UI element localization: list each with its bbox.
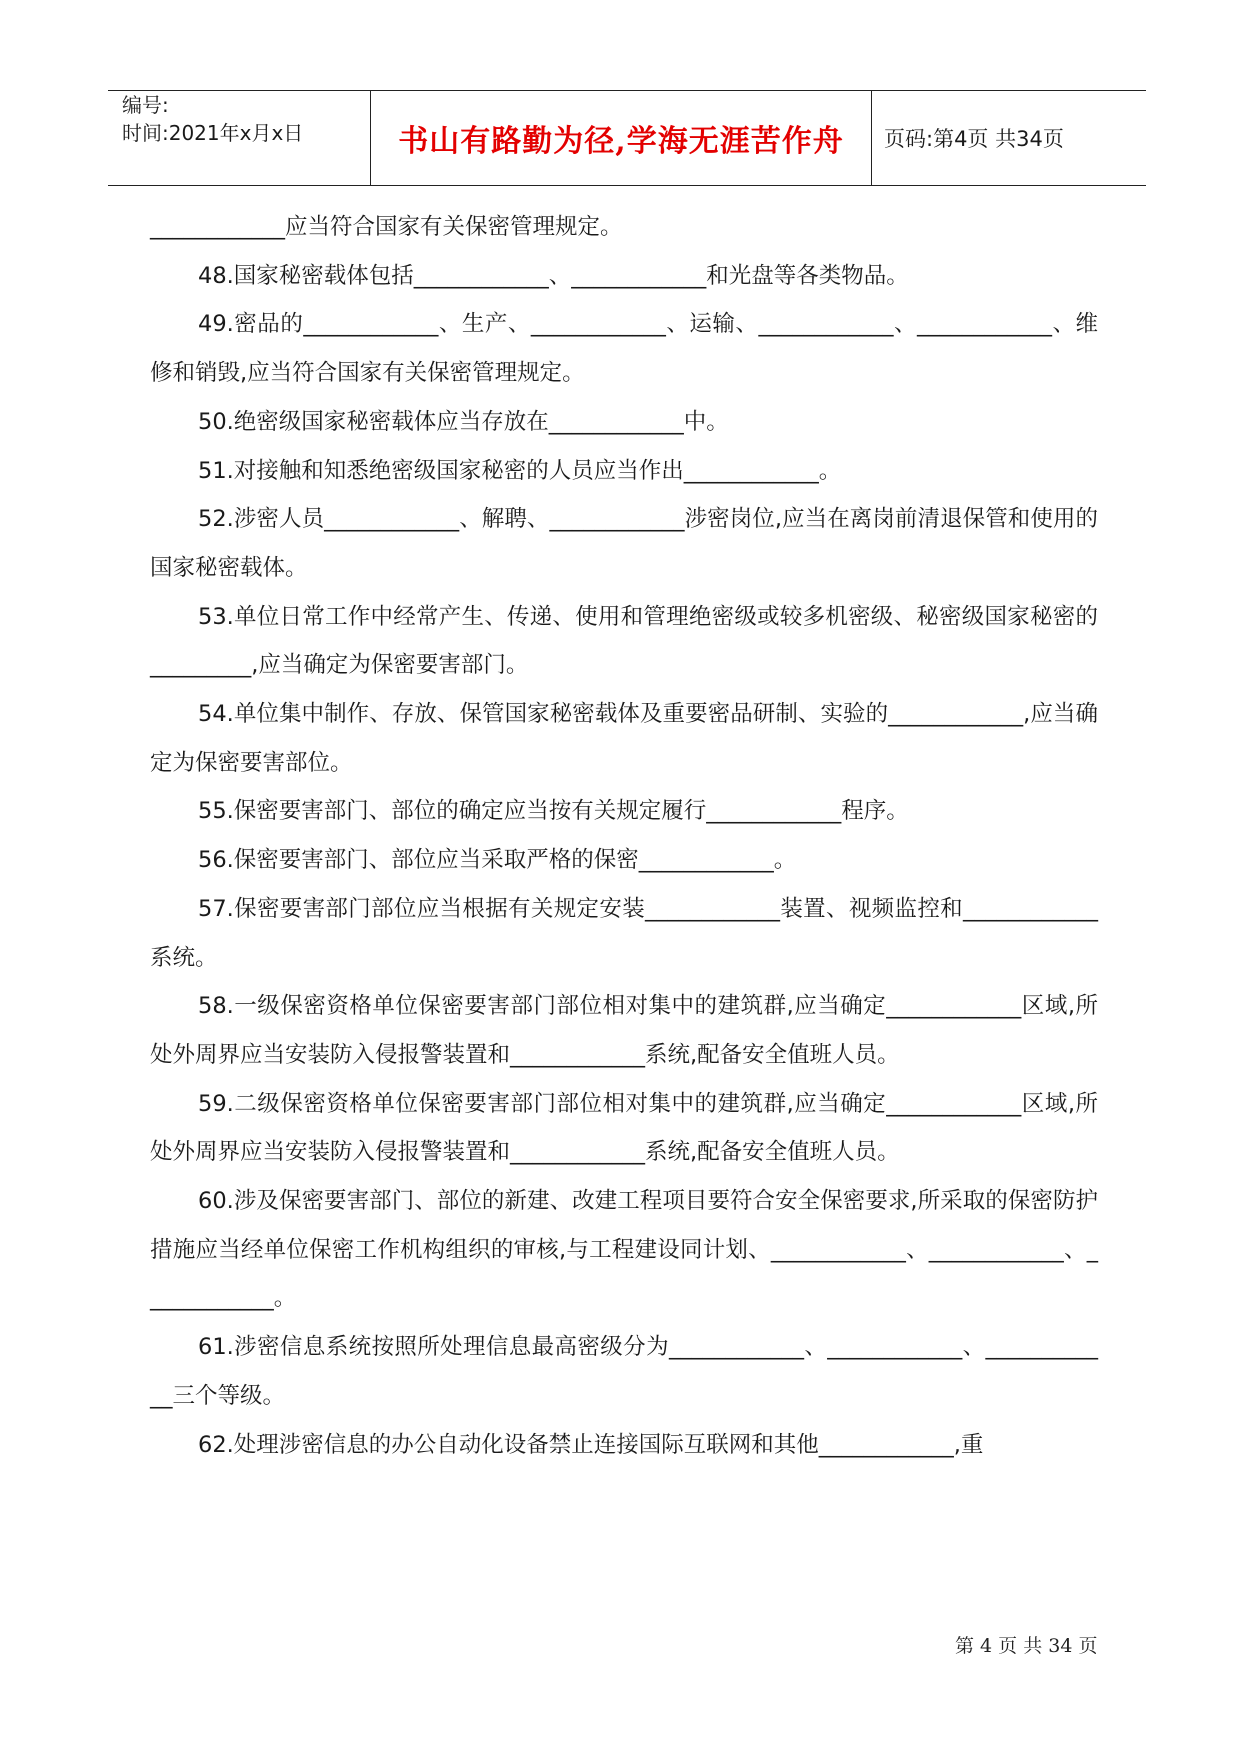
question-51: 51.对接触和知悉绝密级国家秘密的人员应当作出____________。 (198, 457, 842, 484)
page-footer: 第 4 页 共 34 页 (955, 1635, 1098, 1657)
header-page-info: 页码:第4页 共34页 (884, 127, 1064, 151)
question-54: 54.单位集中制作、存放、保管国家秘密载体及重要密品研制、实验的____________,应当确定为保密要害部位。 (150, 701, 1098, 776)
document-number-label: 编号: (122, 93, 169, 117)
header-motto-cell (371, 91, 872, 185)
question-53: 53.单位日常工作中经常产生、传递、使用和管理绝密级或较多机密级、秘密级国家秘密的_________,应当确定为保密要害部门。 (150, 603, 1098, 679)
question-62: 62.处理涉密信息的办公自动化设备禁止连接国际互联网和其他____________,重 (198, 1431, 984, 1458)
question-60: 60.涉及保密要害部门、部位的新建、改建工程项目要符合安全保密要求,所采取的保密防护措施应当经单位保密工作机构组织的审核,与工程建设同计划、____________、____________、____________。 (150, 1188, 1098, 1312)
question-58: 58.一级保密资格单位保密要害部门部位相对集中的建筑群,应当确定____________区域,所处外周界应当安装防入侵报警装置和____________系统,配备安全值班人员。 (150, 993, 1098, 1068)
question-50: 50.绝密级国家秘密载体应当存放在____________中。 (198, 408, 729, 435)
header-motto: 书山有路勤为径,学海无涯苦作舟 (398, 124, 844, 159)
question-continuation: ____________应当符合国家有关保密管理规定。 (150, 214, 623, 240)
header-info-cell (108, 91, 371, 185)
question-57: 57.保密要害部门部位应当根据有关规定安装____________装置、视频监控和____________系统。 (150, 895, 1098, 971)
question-49: 49.密品的____________、生产、____________、运输、____________、____________、维修和销毁,应当符合国家有关保密管理规定。 (150, 311, 1098, 387)
document-time-label: 时间:2021年x月x日 (122, 121, 304, 145)
document-body (150, 203, 1098, 1469)
header-page-cell (872, 91, 1146, 185)
question-48: 48.国家秘密载体包括____________、____________和光盘等各类物品。 (198, 262, 909, 289)
question-59: 59.二级保密资格单位保密要害部门部位相对集中的建筑群,应当确定____________区域,所处外周界应当安装防入侵报警装置和____________系统,配备安全值班人员。 (150, 1090, 1098, 1166)
page-header (108, 90, 1146, 186)
question-55: 55.保密要害部门、部位的确定应当按有关规定履行____________程序。 (198, 798, 909, 825)
question-61: 61.涉密信息系统按照所处理信息最高密级分为____________、____________、____________三个等级。 (150, 1334, 1098, 1409)
question-56: 56.保密要害部门、部位应当采取严格的保密____________。 (198, 847, 797, 874)
question-52: 52.涉密人员____________、解聘、____________涉密岗位,应当在离岗前清退保管和使用的国家秘密载体。 (150, 506, 1098, 581)
